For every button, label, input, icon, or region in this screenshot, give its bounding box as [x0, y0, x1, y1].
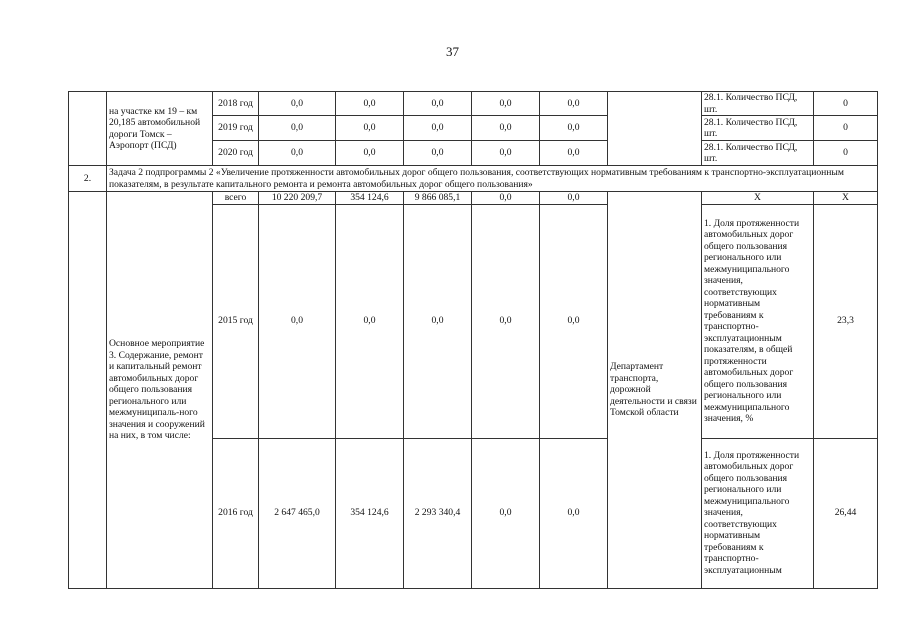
page-number: 37 — [446, 44, 459, 59]
value-cell: 0,0 — [472, 141, 540, 166]
value-cell: 0,0 — [336, 116, 404, 141]
value-cell: 0,0 — [472, 116, 540, 141]
value-cell: 0,0 — [472, 204, 540, 438]
year-cell: 2018 год — [213, 92, 259, 116]
year-cell: 2019 год — [213, 116, 259, 141]
value-cell: 0,0 — [259, 116, 336, 141]
value-cell: 0,0 — [540, 141, 608, 166]
indicator-cell: 28.1. Количество ПСД, шт. — [702, 92, 814, 116]
table-row — [69, 192, 878, 205]
value-cell: 0,0 — [259, 204, 336, 438]
value-cell: 0,0 — [404, 204, 472, 438]
executor-cell — [608, 92, 702, 166]
value-cell: 0,0 — [336, 141, 404, 166]
value-cell: 0,0 — [540, 116, 608, 141]
task-text: Задача 2 подпрограммы 2 «Увеличение протяженности автомобильных дорог общего пользования, соответствующих нормативным требованиям к транспортно-эксплуатационным показателям, в результате капитального ремонта и ремонта автомобильных дорог общего пользования» — [107, 166, 878, 192]
indicator-value: 23,3 — [814, 204, 878, 438]
value-cell: 0,0 — [472, 192, 540, 205]
executor-cell: Департамент транспорта, дорожной деятельности и связи Томской области — [608, 192, 702, 589]
value-cell: 0,0 — [540, 204, 608, 438]
value-cell: 9 866 085,1 — [404, 192, 472, 205]
value-cell: 0,0 — [259, 92, 336, 116]
value-cell: 354 124,6 — [336, 192, 404, 205]
row-number-cell — [69, 92, 107, 166]
value-cell: 10 220 209,7 — [259, 192, 336, 205]
task-row — [69, 166, 878, 192]
value-cell: 2 647 465,0 — [259, 438, 336, 588]
value-cell: 0,0 — [472, 92, 540, 116]
value-cell: 0,0 — [336, 92, 404, 116]
value-cell: 354 124,6 — [336, 438, 404, 588]
value-cell: 0,0 — [259, 141, 336, 166]
program-table — [68, 91, 878, 589]
table-row — [69, 92, 878, 116]
indicator-value: X — [814, 192, 878, 205]
value-cell: 0,0 — [404, 116, 472, 141]
indicator-cell: 28.1. Количество ПСД, шт. — [702, 116, 814, 141]
row-number-cell — [69, 192, 107, 589]
task-number: 2. — [69, 166, 107, 192]
indicator-value: 26,44 — [814, 438, 878, 588]
event-description: Основное мероприятие 3. Содержание, ремонт и капитальный ремонт автомобильных дорог общего пользования регионального или межмуниципаль-ного значения и сооружений на них, в том числе: — [107, 192, 213, 589]
value-cell: 2 293 340,4 — [404, 438, 472, 588]
indicator-cell: 28.1. Количество ПСД, шт. — [702, 141, 814, 166]
value-cell: 0,0 — [404, 92, 472, 116]
value-cell: 0,0 — [540, 92, 608, 116]
indicator-value: 0 — [814, 141, 878, 166]
value-cell: 0,0 — [472, 438, 540, 588]
indicator-value: 0 — [814, 116, 878, 141]
year-cell: 2015 год — [213, 204, 259, 438]
value-cell: 0,0 — [540, 438, 608, 588]
event-description: на участке км 19 – км 20,185 автомобильной дороги Томск – Аэропорт (ПСД) — [107, 92, 213, 166]
value-cell: 0,0 — [404, 141, 472, 166]
indicator-value: 0 — [814, 92, 878, 116]
indicator-cell: 1. Доля протяженности автомобильных дорог общего пользования регионального или межмуниципального значения, соответствующих нормативным требованиям к транспортно-эксплуатационным показателям, в общей протяженности автомобильных дорог общего пользования регионального или межмуниципального значения, % — [702, 204, 814, 438]
year-cell: 2020 год — [213, 141, 259, 166]
indicator-cell: X — [702, 192, 814, 205]
total-label: всего — [213, 192, 259, 205]
value-cell: 0,0 — [336, 204, 404, 438]
indicator-cell: 1. Доля протяженности автомобильных дорог общего пользования регионального или межмуниципального значения, соответствующих нормативным требованиям к транспортно-эксплуатационным — [702, 438, 814, 588]
year-cell: 2016 год — [213, 438, 259, 588]
value-cell: 0,0 — [540, 192, 608, 205]
